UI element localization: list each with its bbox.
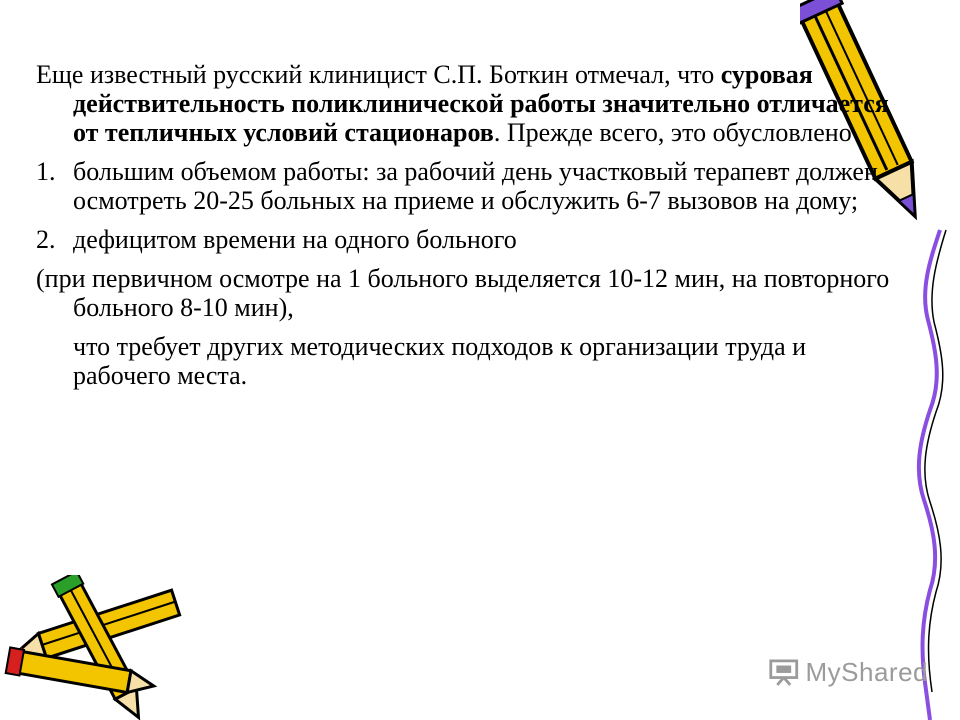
- list-item-number: 2.: [36, 225, 56, 254]
- paren-note: (при первичном осмотре на 1 больного выделяется 10-12 мин, на повторного больного 8-10 мин),: [36, 264, 890, 322]
- list-item: [36, 157, 896, 215]
- intro-tail-text: . Прежде всего, это обусловлено: [493, 118, 852, 147]
- watermark-text: MyShared: [805, 656, 928, 687]
- list-item: [36, 225, 896, 254]
- slide-body: [36, 60, 896, 400]
- intro-bold-text: суровая действительность поликлинической работы значительно отличается от тепличных условий стационаров: [73, 60, 889, 147]
- list-item-text: большим объемом работы: за рабочий день участковый терапевт должен осмотреть 20-25 больных на приеме и обслужить 6-7 вызовов на дому;: [73, 157, 878, 215]
- pencils-icon: [0, 575, 200, 720]
- list-item-text: дефицитом времени на одного больного: [73, 225, 517, 254]
- intro-paragraph: [36, 60, 896, 147]
- conclusion-text: что требует других методических подходов к организации труда и рабочего места.: [73, 332, 807, 390]
- list-item-number: 1.: [36, 157, 56, 186]
- watermark-logo: [768, 652, 928, 692]
- presentation-icon: [768, 657, 800, 687]
- intro-text: Еще известный русский клиницист С.П. Боткин отмечал, что: [36, 60, 721, 89]
